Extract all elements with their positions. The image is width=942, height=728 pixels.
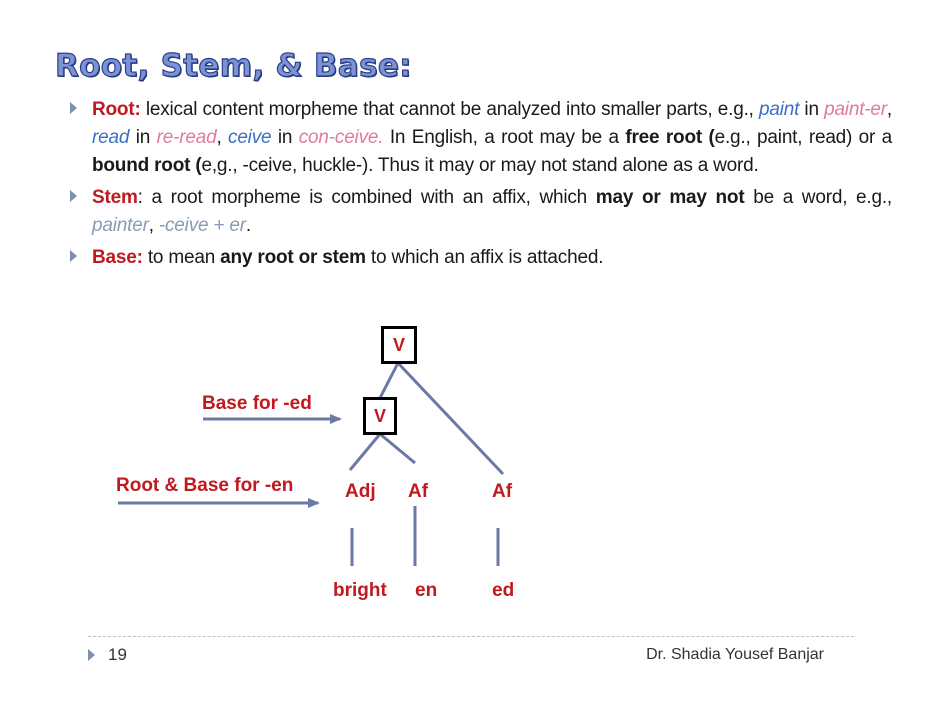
stem-term: Stem [92,187,138,208]
branch-top-to-af2 [398,363,503,474]
node-v-inner: V [363,397,397,435]
branch-top-to-inner [380,363,398,398]
node-v-top: V [381,326,417,364]
base-definition: Base: to mean any root or stem to which an affix is attached. [92,247,604,268]
root-term: Root: [92,99,141,120]
label-base-for-ed: Base for -ed [202,393,312,414]
node-adj: Adj [345,481,376,502]
footer-divider [88,636,854,637]
footer-arrow-icon [88,649,95,661]
word-en: en [415,580,438,601]
node-af-1: Af [408,481,429,502]
footer-author: Dr. Shadia Yousef Banjar [646,646,824,663]
label-root-base-for-en: Root & Base for -en [116,475,294,496]
base-term: Base: [92,247,143,268]
word-ed: ed [492,580,515,601]
branch-inner-to-adj [350,434,380,470]
node-af-2: Af [492,481,513,502]
page-number: 19 [108,645,127,664]
branch-inner-to-af1 [380,434,415,463]
root-definition: Root: lexical content morpheme that cannot be analyzed into smaller parts, e.g., paint in paint-er, read in re-read, ceive in con-ceive. In English, a root may be a free root (e.g., paint, read) or a bound root (e,g., -ceive, huckle-). Thus it may or may not stand alone as a word. [92,99,892,176]
slide-title: Root, Stem, & Base: [55,48,412,84]
word-bright: bright [333,580,387,601]
stem-definition: Stem: a root morpheme is combined with an affix, which may or may not be a word, e.g., painter, -ceive + er. [92,187,892,236]
